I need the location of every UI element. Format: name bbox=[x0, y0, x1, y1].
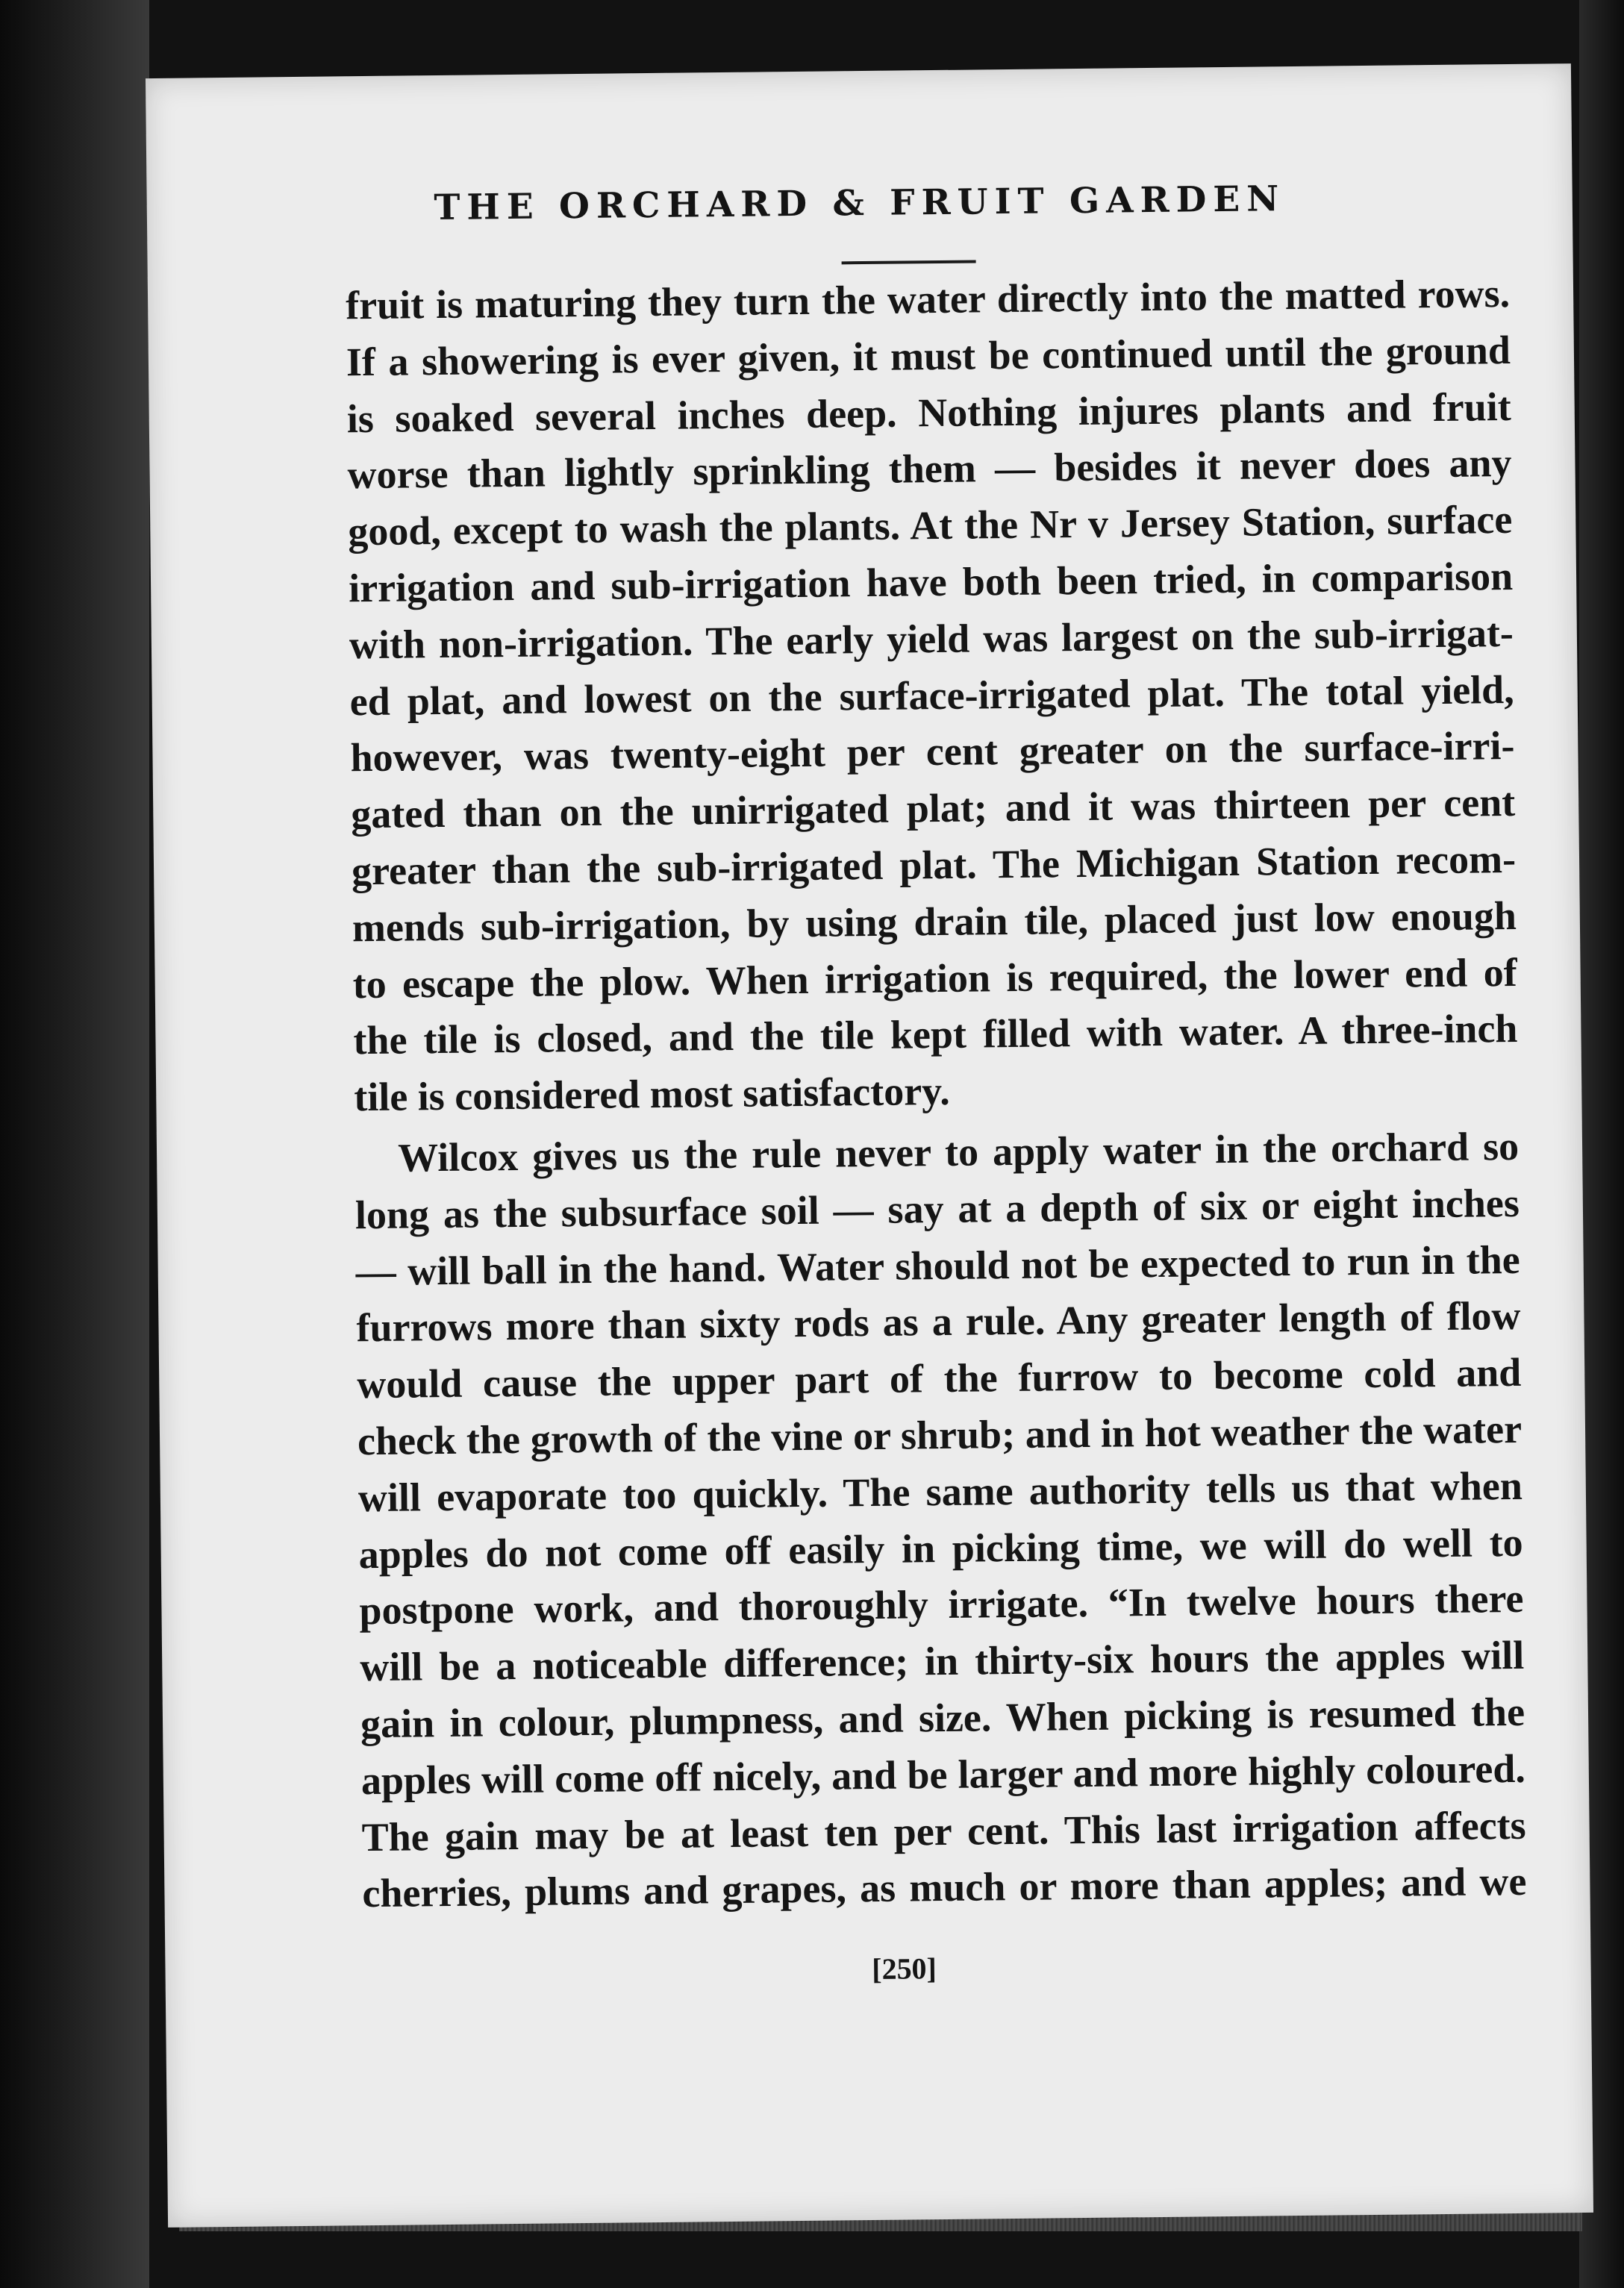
text-line: gain in colour, plumpness, and size. When picking is resumed the bbox=[360, 1689, 1525, 1747]
text-line: is soaked several inches deep. Nothing injures plants and fruit bbox=[346, 384, 1511, 441]
text-line: good, except to wash the plants. At the Nr v Jersey Station, surface bbox=[348, 497, 1513, 554]
book-page bbox=[146, 63, 1593, 2228]
text-line: long as the subsurface soil — say at a depth of six or eight inches bbox=[355, 1180, 1520, 1237]
running-head: THE ORCHARD & FRUIT GARDEN bbox=[434, 178, 1286, 229]
text-line: The gain may be at least ten per cent. This last irrigation affects bbox=[361, 1802, 1526, 1860]
text-line: cherries, plums and grapes, as much or more than apples; and we bbox=[362, 1859, 1527, 1916]
text-line: will be a noticeable difference; in thirty-six hours the apples will bbox=[359, 1632, 1525, 1690]
text-line: fruit is maturing they turn the water directly into the matted rows. bbox=[345, 270, 1511, 328]
text-line: check the growth of the vine or shrub; and in hot weather the water bbox=[357, 1406, 1522, 1464]
text-line: apples will come off nicely, and be larger and more highly coloured. bbox=[360, 1745, 1526, 1803]
text-line: furrows more than sixty rods as a rule. Any greater length of flow bbox=[356, 1293, 1521, 1351]
text-line: tile is considered most satisfactory. bbox=[353, 1069, 950, 1120]
text-line: to escape the plow. When irrigation is required, the lower end of bbox=[352, 949, 1517, 1007]
text-line: gated than on the unirrigated plat; and it was thirteen per cent bbox=[351, 780, 1516, 837]
text-line: — will ball in the hand. Water should not be expected to run in the bbox=[355, 1237, 1520, 1294]
text-line: the tile is closed, and the tile kept filled with water. A three-inch bbox=[353, 1006, 1518, 1063]
text-line: ed plat, and lowest on the surface-irrigated plat. The total yield, bbox=[349, 666, 1514, 724]
text-line: however, was twenty-eight per cent greater on the surface-irri- bbox=[350, 723, 1515, 781]
text-line: Wilcox gives us the rule never to apply water in the orchard so bbox=[397, 1123, 1520, 1181]
text-line: worse than lightly sprinkling them — besides it never does any bbox=[347, 440, 1512, 498]
text-line: with non-irrigation. The early yield was largest on the sub-irrigat- bbox=[349, 610, 1514, 668]
text-line: greater than the sub-irrigated plat. The Michigan Station recom- bbox=[351, 836, 1517, 894]
text-line: mends sub-irrigation, by using drain tile, placed just low enough bbox=[352, 893, 1517, 951]
text-line: If a showering is ever given, it must be continued until the ground bbox=[346, 327, 1511, 385]
body-text bbox=[346, 266, 1527, 1922]
header-rule bbox=[842, 260, 976, 264]
text-line: would cause the upper part of the furrow to become cold and bbox=[357, 1350, 1522, 1407]
text-line: irrigation and sub-irrigation have both been tried, in comparison bbox=[348, 553, 1514, 611]
text-line: postpone work, and thoroughly irrigate. “In twelve hours there bbox=[359, 1576, 1524, 1634]
text-line: apples do not come off easily in picking time, we will do well to bbox=[358, 1519, 1523, 1577]
paragraph-2 bbox=[355, 1119, 1527, 1922]
paragraph-1 bbox=[346, 266, 1519, 1126]
text-line: will evaporate too quickly. The same authority tells us that when bbox=[357, 1463, 1523, 1520]
book-spine-edge bbox=[0, 0, 149, 2288]
page-number: [250] bbox=[871, 1951, 937, 1987]
